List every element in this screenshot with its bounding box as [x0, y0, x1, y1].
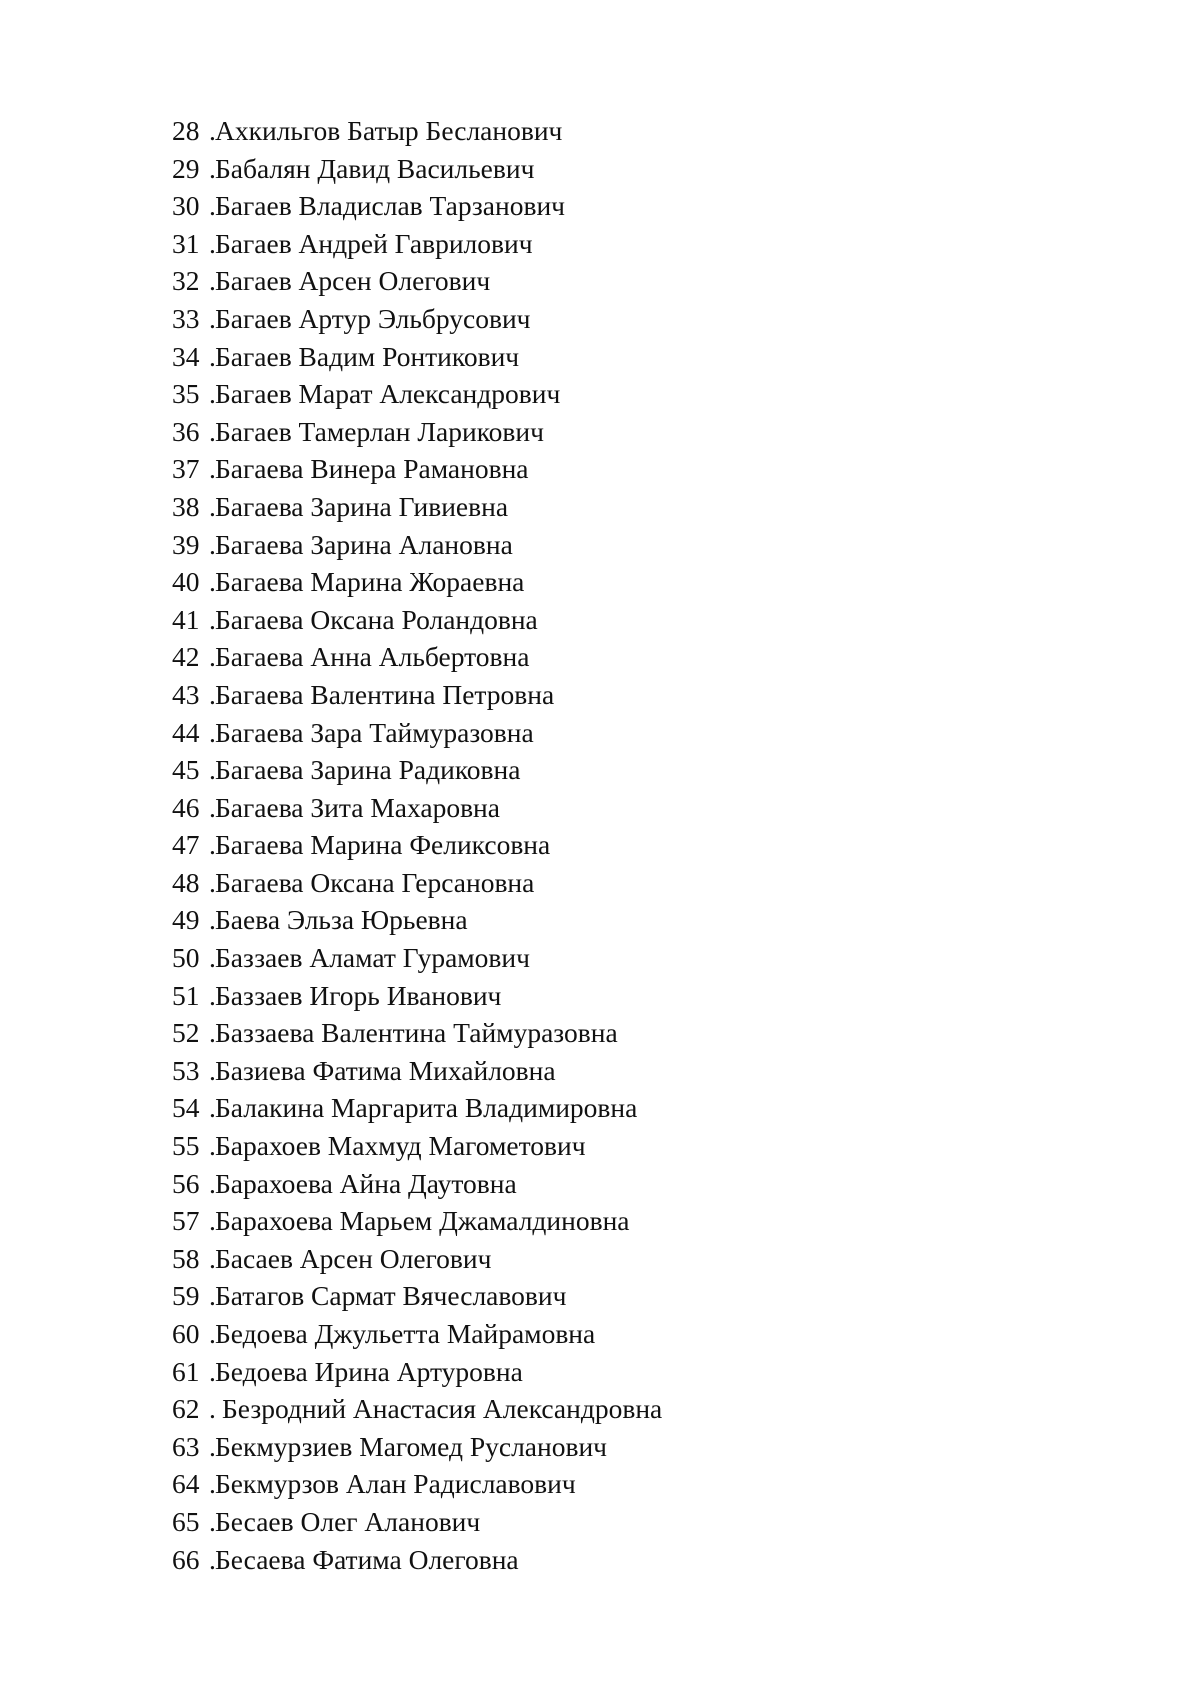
list-item-number: 62 — [172, 1393, 200, 1425]
list-item — [172, 638, 662, 676]
list-item — [172, 601, 662, 639]
list-item-number: 49 — [172, 904, 200, 936]
list-item-number: 32 — [172, 265, 200, 297]
list-item-separator: . — [209, 490, 216, 522]
list-item-name: Багаева Зара Таймуразовна — [215, 716, 534, 748]
list-item — [172, 563, 662, 601]
list-item — [172, 789, 662, 827]
list-item-name: Багаев Арсен Олегович — [215, 265, 491, 297]
list-item-name: Бесаев Олег Аланович — [215, 1505, 481, 1537]
list-item-number: 65 — [172, 1505, 200, 1537]
list-item — [172, 1428, 662, 1466]
list-item-name: Багаева Оксана Герсановна — [215, 866, 535, 898]
list-item-number: 52 — [172, 1017, 200, 1049]
list-item-separator: . — [209, 152, 216, 184]
list-item — [172, 150, 662, 188]
list-item — [172, 225, 662, 263]
list-item-separator: . — [209, 1054, 216, 1086]
list-item-name: Багаева Зарина Гивиевна — [215, 490, 509, 522]
list-item-number: 61 — [172, 1355, 200, 1387]
list-item-number: 59 — [172, 1280, 200, 1312]
list-item — [172, 939, 662, 977]
list-item-name: Басаев Арсен Олегович — [215, 1242, 492, 1274]
list-item — [172, 1202, 662, 1240]
list-item — [172, 714, 662, 752]
list-item-number: 33 — [172, 302, 200, 334]
list-item — [172, 300, 662, 338]
list-item-number: 44 — [172, 716, 200, 748]
list-item-name: Бедоева Джульетта Майрамовна — [215, 1318, 596, 1349]
list-item — [172, 826, 662, 864]
list-item — [172, 1503, 662, 1541]
list-item-name: Барахоева Айна Даутовна — [215, 1167, 517, 1199]
list-item-name: Багаева Зита Махаровна — [215, 791, 500, 823]
list-item-number: 46 — [172, 791, 200, 823]
list-item — [172, 526, 662, 564]
list-item-name: Багаев Марат Александрович — [215, 378, 561, 410]
list-item-separator: . — [209, 866, 216, 898]
list-item-name: Безродний Анастасия Александровна — [222, 1393, 663, 1425]
list-item-number: 45 — [172, 754, 200, 786]
list-item-name: Бекмурзов Алан Радиславович — [215, 1468, 576, 1500]
list-item-name: Бесаева Фатима Олеговна — [215, 1543, 519, 1575]
list-item-separator: . — [209, 1543, 216, 1575]
list-item-separator: . — [209, 1167, 216, 1199]
list-item-separator: . — [209, 1505, 216, 1537]
list-item-number: 66 — [172, 1543, 200, 1575]
list-item-number: 31 — [172, 227, 200, 259]
list-item-number: 28 — [172, 115, 200, 146]
list-item-name: Багаев Тамерлан Ларикович — [215, 415, 544, 447]
list-item-name: Барахоева Марьем Джамалдиновна — [215, 1205, 630, 1237]
list-item — [172, 1353, 662, 1391]
list-item — [172, 1089, 662, 1127]
list-item — [172, 1390, 662, 1428]
list-item-name: Бекмурзиев Магомед Русланович — [215, 1430, 608, 1462]
list-item-number: 55 — [172, 1130, 200, 1162]
list-item-number: 38 — [172, 490, 200, 522]
list-item — [172, 262, 662, 300]
list-item-separator: . — [209, 716, 216, 748]
list-item-separator: . — [209, 678, 216, 710]
list-item — [172, 338, 662, 376]
list-item-number: 51 — [172, 979, 200, 1011]
list-item-separator: . — [209, 904, 216, 936]
list-item-number: 34 — [172, 340, 200, 372]
list-item-number: 47 — [172, 829, 200, 861]
list-item-separator: . — [209, 1318, 216, 1349]
list-item-number: 56 — [172, 1167, 200, 1199]
list-item-separator: . — [209, 415, 216, 447]
list-item-separator: . — [209, 1280, 216, 1312]
list-item-separator: . — [209, 566, 216, 598]
list-item-separator: . — [209, 340, 216, 372]
name-list — [172, 112, 662, 1578]
list-item-separator: . — [209, 791, 216, 823]
list-item-number: 60 — [172, 1318, 200, 1349]
list-item-name: Багаева Зарина Радиковна — [215, 754, 521, 786]
list-item — [172, 187, 662, 225]
list-item — [172, 112, 662, 150]
list-item — [172, 1277, 662, 1315]
list-item-name: Багаева Марина Жораевна — [215, 566, 525, 598]
list-item-separator: . — [209, 115, 216, 146]
list-item-separator: . — [209, 942, 216, 974]
list-item-number: 39 — [172, 528, 200, 560]
list-item-separator: . — [209, 1130, 216, 1162]
list-item — [172, 413, 662, 451]
list-item — [172, 1052, 662, 1090]
list-item-separator: . — [209, 1092, 216, 1124]
list-item — [172, 1315, 662, 1353]
list-item-number: 57 — [172, 1205, 200, 1237]
list-item-name: Багаев Андрей Гаврилович — [215, 227, 533, 259]
list-item-number: 37 — [172, 453, 200, 485]
list-item-name: Батагов Сармат Вячеславович — [215, 1280, 567, 1312]
list-item — [172, 450, 662, 488]
list-item — [172, 1014, 662, 1052]
list-item-separator: . — [209, 979, 216, 1011]
list-item-number: 48 — [172, 866, 200, 898]
list-item-name: Ахкильгов Батыр Бесланович — [215, 115, 563, 146]
list-item-name: Балакина Маргарита Владимировна — [215, 1092, 638, 1124]
list-item-name: Бедоева Ирина Артуровна — [215, 1355, 523, 1387]
list-item-number: 35 — [172, 378, 200, 410]
list-item-number: 58 — [172, 1242, 200, 1274]
list-item-number: 43 — [172, 678, 200, 710]
list-item-separator: . — [209, 1430, 216, 1462]
list-item-separator: . — [209, 227, 216, 259]
list-item-name: Баззаев Игорь Иванович — [215, 979, 502, 1011]
list-item-number: 54 — [172, 1092, 200, 1124]
list-item-number: 29 — [172, 152, 200, 184]
list-item-name: Багаева Зарина Алановна — [215, 528, 513, 560]
list-item-number: 42 — [172, 641, 200, 673]
list-item — [172, 1465, 662, 1503]
list-item-separator: . — [209, 302, 216, 334]
list-item-separator: . — [209, 453, 216, 485]
list-item-name: Багаев Вадим Ронтикович — [215, 340, 520, 372]
list-item-name: Багаева Анна Альбертовна — [215, 641, 530, 673]
list-item-name: Багаева Оксана Роландовна — [215, 603, 538, 635]
list-item-name: Базиева Фатима Михайловна — [215, 1054, 556, 1086]
list-item-name: Барахоев Махмуд Магометович — [215, 1130, 586, 1162]
list-item-number: 53 — [172, 1054, 200, 1086]
list-item-name: Багаева Винера Рамановна — [215, 453, 529, 485]
list-item-separator: . — [209, 1242, 216, 1274]
list-item-separator: . — [209, 754, 216, 786]
list-item-name: Багаев Владислав Тарзанович — [215, 190, 565, 222]
list-item — [172, 1541, 662, 1579]
list-item-separator: . — [209, 1355, 216, 1387]
list-item-name: Багаева Валентина Петровна — [215, 678, 555, 710]
list-item — [172, 901, 662, 939]
list-item-name: Бабалян Давид Васильевич — [215, 152, 535, 184]
list-item-number: 64 — [172, 1468, 200, 1500]
list-item — [172, 751, 662, 789]
list-item-name: Баззаева Валентина Таймуразовна — [215, 1017, 618, 1049]
list-item-number: 40 — [172, 566, 200, 598]
list-item-separator: . — [209, 190, 216, 222]
list-item — [172, 864, 662, 902]
list-item-name: Багаева Марина Феликсовна — [215, 829, 551, 861]
list-item-separator: . — [209, 641, 216, 673]
list-item — [172, 1165, 662, 1203]
list-item-separator: . — [209, 1393, 216, 1425]
list-item — [172, 375, 662, 413]
list-item-number: 63 — [172, 1430, 200, 1462]
list-item-separator: . — [209, 603, 216, 635]
list-item-number: 50 — [172, 942, 200, 974]
list-item-separator: . — [209, 378, 216, 410]
list-item — [172, 676, 662, 714]
list-item-number: 36 — [172, 415, 200, 447]
list-item-number: 30 — [172, 190, 200, 222]
list-item-name: Баззаев Аламат Гурамович — [215, 942, 530, 974]
list-item-number: 41 — [172, 603, 200, 635]
list-item-separator: . — [209, 1468, 216, 1500]
list-item-separator: . — [209, 1205, 216, 1237]
list-item-name: Багаев Артур Эльбрусович — [215, 302, 531, 334]
list-item — [172, 1127, 662, 1165]
list-item-separator: . — [209, 1017, 216, 1049]
list-item-separator: . — [209, 829, 216, 861]
list-item-separator: . — [209, 265, 216, 297]
list-item — [172, 977, 662, 1015]
list-item-separator: . — [209, 528, 216, 560]
list-item-name: Баева Эльза Юрьевна — [215, 904, 468, 936]
list-item — [172, 1240, 662, 1278]
list-item — [172, 488, 662, 526]
